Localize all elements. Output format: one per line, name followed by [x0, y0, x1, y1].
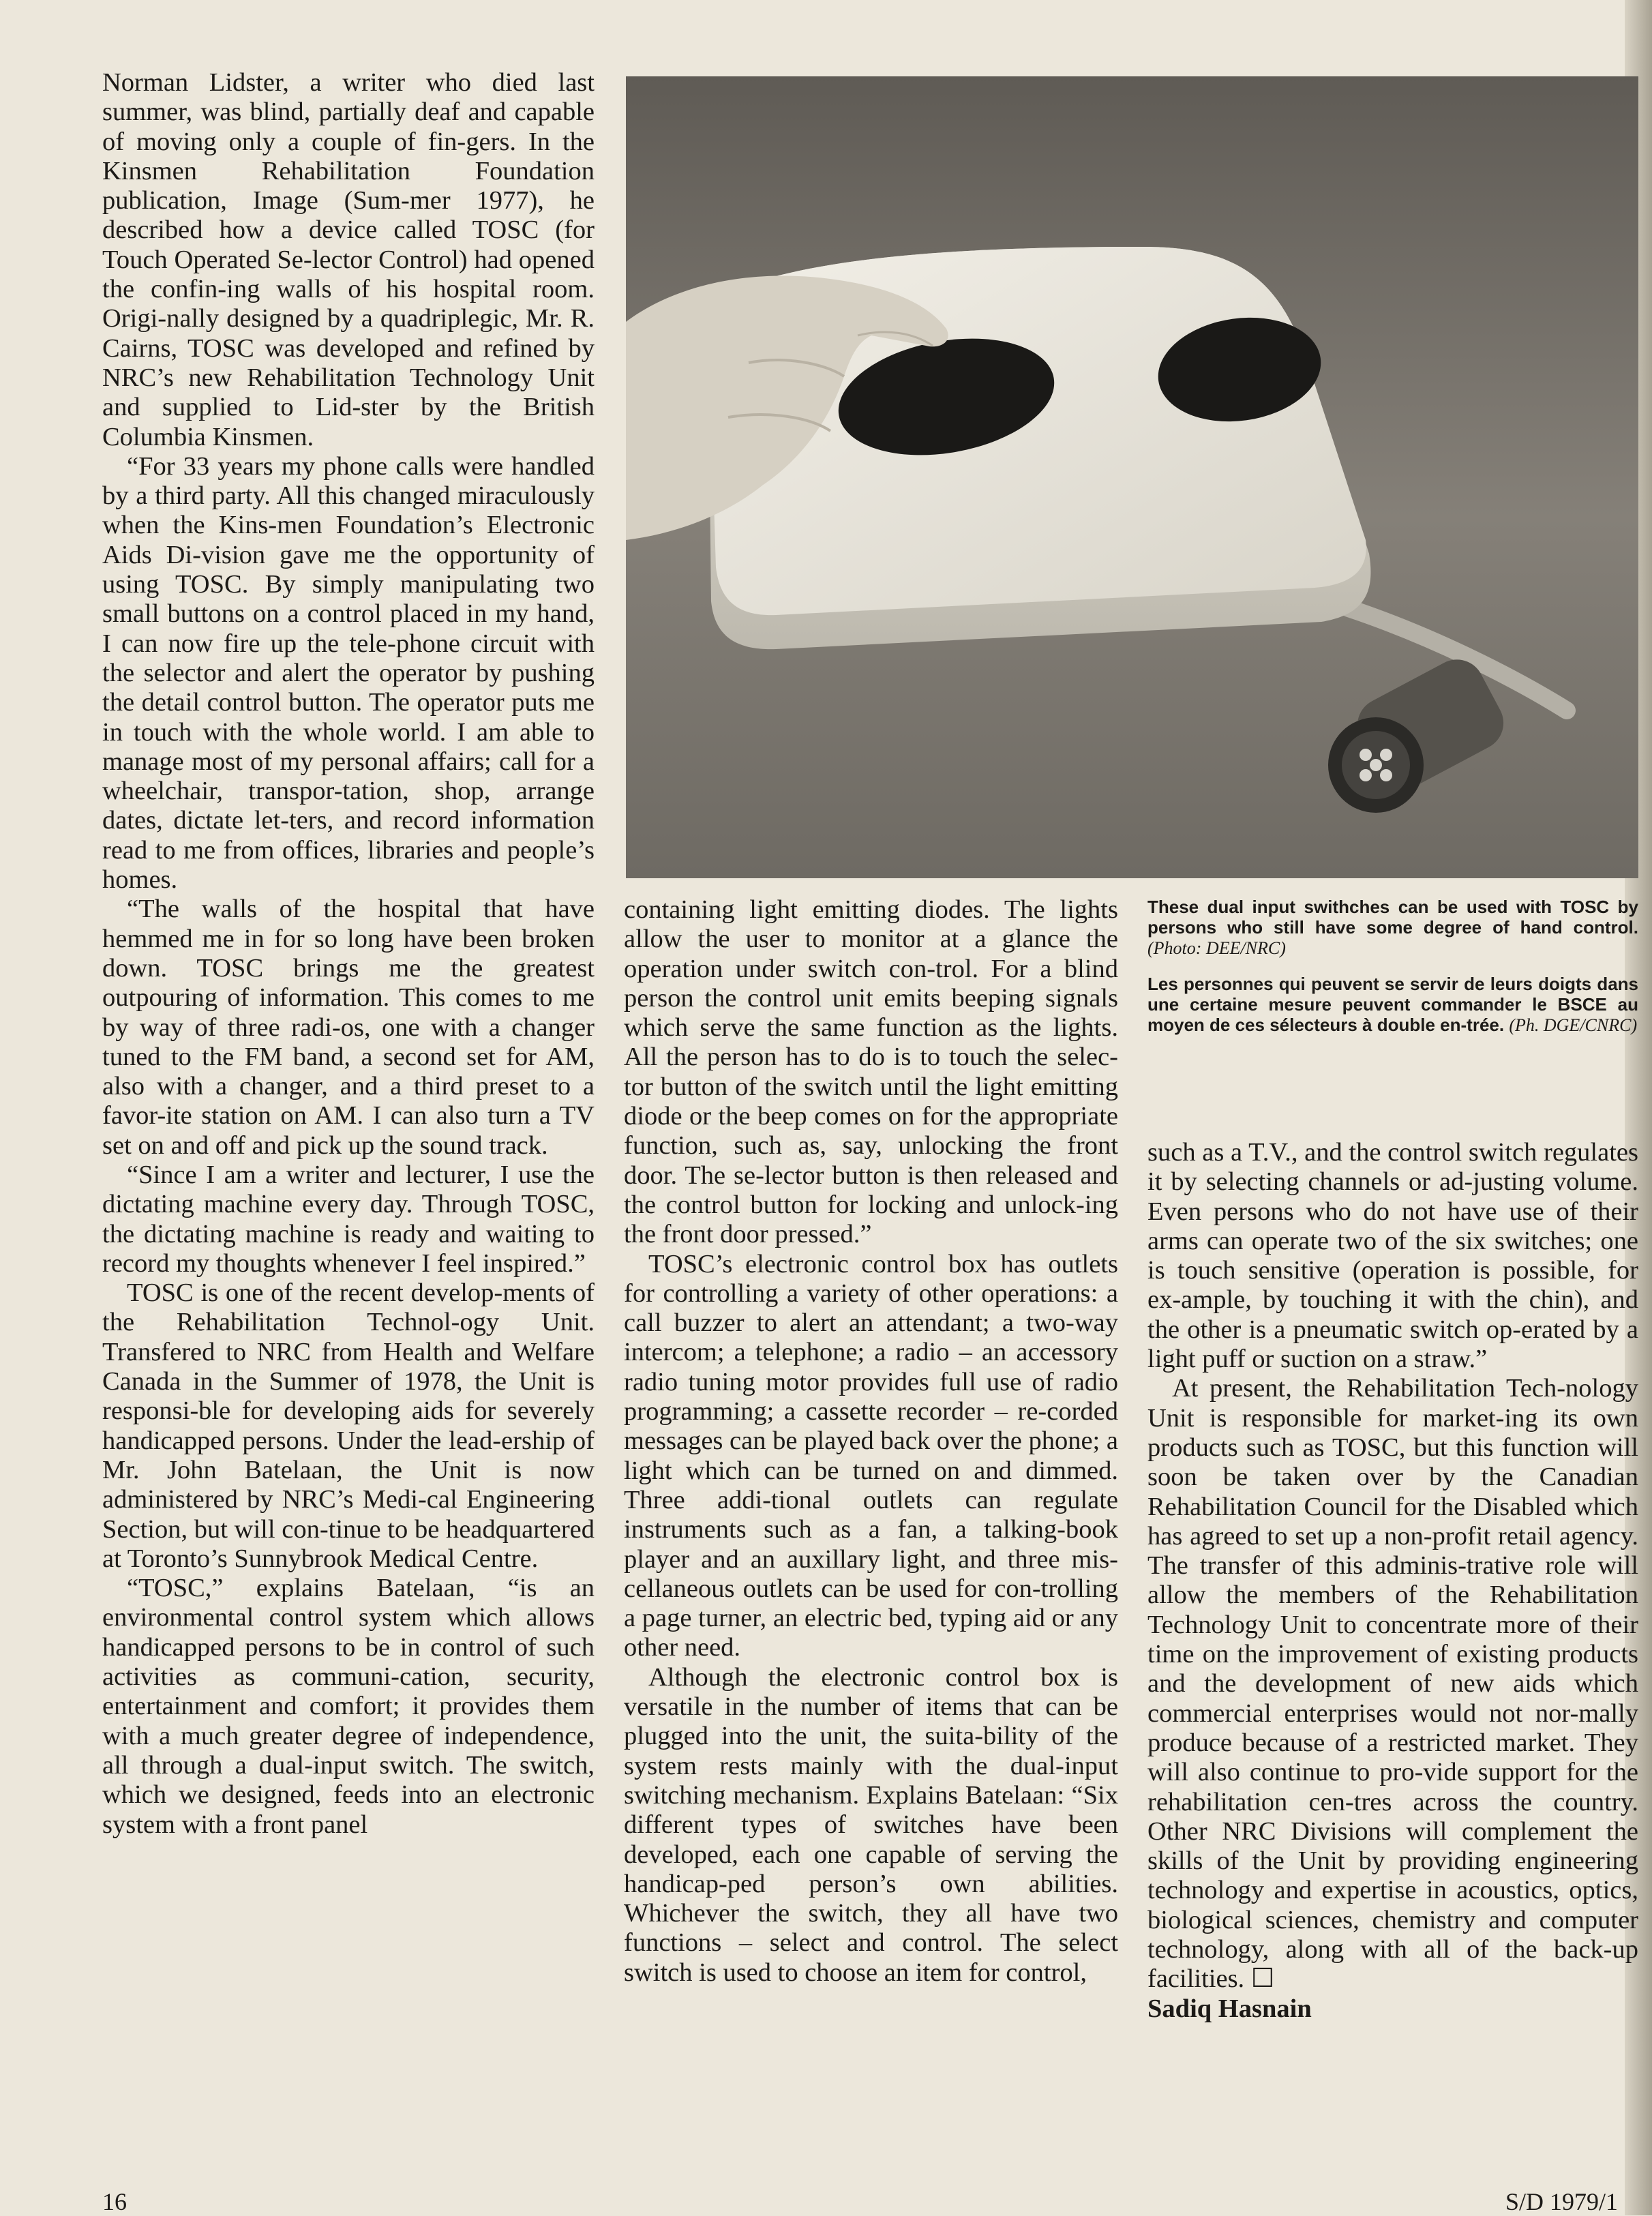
- paragraph: TOSC’s electronic control box has outlets for controlling a variety of other operations: a call buzzer to alert an attendant; a two-way intercom; a telephone; a radio – an accessory radio tuning motor provides full use of radio programming; a cassette recorder – re-corded messages can be played back over the phone; a light which can be turned on and dimmed. Three addi-tional outlets can regulate instruments such as a fan, a talking-book player and an auxillary light, and three mis-cellaneous outlets can be used for con-trolling a page turner, an electric bed, typing aid or any other need.: [624, 1249, 1118, 1662]
- caption-text: These dual input swithches can be used with TOSC by persons who still have some degree of hand control.: [1147, 897, 1638, 938]
- author-byline: Sadiq Hasnain: [1147, 1994, 1312, 2023]
- paragraph: containing light emitting diodes. The lights allow the user to monitor at a glance the operation under switch con-trol. For a blind person the control unit emits beeping signals which serve the same function as the lights. All the person has to do is to touch the selec-tor button of the switch until the light emitting diode or the beep comes on for the appropriate function, such as, say, unlocking the front door. The se-lector button is then released and the control button for locking and unlock-ing the front door pressed.”: [624, 895, 1118, 1249]
- page-number: 16: [102, 2188, 127, 2215]
- caption-text: Les personnes qui peuvent se servir de leurs doigts dans une certaine mesure peuvent commander le BSCE au moyen de ces sélecteurs à double en-trée.: [1147, 974, 1638, 1035]
- article-column-1: [102, 68, 595, 1840]
- paragraph: “Since I am a writer and lecturer, I use the dictating machine every day. Through TOSC, the dictating machine is ready and waiting to record my thoughts whenever I feel inspired.”: [102, 1160, 595, 1278]
- photo-credit: (Ph. DGE/CNRC): [1509, 1015, 1638, 1035]
- paragraph: Although the electronic control box is versatile in the number of items that can be plugged into the unit, the suita-bility of the system rests mainly with the dual-input switching mechanism. Explains Batelaan: “Six different types of switches have been developed, each one capable of serving the handicap-ped person’s own abilities. Whichever the switch, they all have two functions – select and control. The select switch is used to choose an item for control,: [624, 1662, 1118, 1987]
- paragraph: “For 33 years my phone calls were handled by a third party. All this changed miraculously when the Kins-men Foundation’s Electronic Aids Di-vision gave me the opportunity of using TOSC. By simply manipulating two small buttons on a control placed in my hand, I can now fire up the tele-phone circuit with the selector and alert the operator by pushing the detail control button. The operator puts me in touch with the whole world. I am able to manage most of my personal affairs; call for a wheelchair, transpor-tation, shop, arrange dates, dictate let-ters, and record information read to me from offices, libraries and people’s homes.: [102, 451, 595, 895]
- photo-caption-french: [1147, 974, 1638, 1036]
- article-column-2: [624, 895, 1118, 1988]
- paragraph: “TOSC,” explains Batelaan, “is an environmental control system which allows handicapped persons to be in control of such activities as communi-cation, security, entertainment and comfort; it provides them with a much greater degree of independence, all through a dual-input switch. The switch, which we designed, feeds into an electronic system with a front panel: [102, 1574, 595, 1839]
- photo-illustration: [626, 76, 1638, 878]
- photo-caption-english: [1147, 897, 1638, 959]
- paragraph: Norman Lidster, a writer who died last summer, was blind, partially deaf and capable of moving only a couple of fin-gers. In the Kinsmen Rehabilitation Foundation publication, Image (Sum-mer 1977), he described how a device called TOSC (for Touch Operated Se-lector Control) had opened the confin-ing walls of his hospital room. Origi-nally designed by a quadriplegic, Mr. R. Cairns, TOSC was developed and refined by NRC’s new Rehabilitation Technology Unit and supplied to Lid-ster by the British Columbia Kinsmen.: [102, 68, 595, 451]
- paragraph: TOSC is one of the recent develop-ments of the Rehabilitation Technol-ogy Unit. Transfered to NRC from Health and Welfare Canada in the Summer of 1978, the Unit is responsi-ble for developing aids for severely handicapped persons. Under the lead-ership of Mr. John Batelaan, the Unit is now administered by NRC’s Medi-cal Engineering Section, but will con-tinue to be headquartered at Toronto’s Sunnybrook Medical Centre.: [102, 1278, 595, 1573]
- photo-credit: (Photo: DEE/NRC): [1147, 938, 1286, 958]
- photo-dual-input-switch: [626, 76, 1638, 878]
- paragraph: At present, the Rehabilitation Tech-nology Unit is responsible for market-ing its own products such as TOSC, but this function will soon be taken over by the Canadian Rehabilitation Council for the Disabled which has agreed to set up a non-profit retail agency. The transfer of this adminis-trative role will allow the members of the Rehabilitation Technology Unit to concentrate more of their time on the improvement of existing products and the development of new aids which commercial enterprises would not nor-mally produce because of a restricted market. They will also continue to pro-vide support for the rehabilitation cen-tres across the country. Other NRC Divisions will complement the skills of the Unit by providing engineering technology and expertise in acoustics, optics, biological sciences, chemistry and computer technology, along with all of the back-up facilities. ☐: [1147, 1374, 1638, 1994]
- issue-label: S/D 1979/1: [1505, 2188, 1618, 2215]
- paragraph: “The walls of the hospital that have hemmed me in for so long have been broken down. TOSC brings me the greatest outpouring of information. This comes to me by way of three radi-os, one with a changer tuned to the FM band, a second set for AM, also with a changer, and a third preset to a favor-ite station on AM. I can also turn a TV set on and off and pick up the sound track.: [102, 895, 595, 1160]
- paragraph: such as a T.V., and the control switch regulates it by selecting channels or ad-justing volume. Even persons who do not have use of their arms can operate two of the six switches; one is touch sensitive (operation is possible, for ex-ample, by touching it with the chin), and the other is a pneumatic switch op-erated by a light puff or suction on a straw.”: [1147, 1138, 1638, 1374]
- article-column-3: [1147, 897, 1638, 2024]
